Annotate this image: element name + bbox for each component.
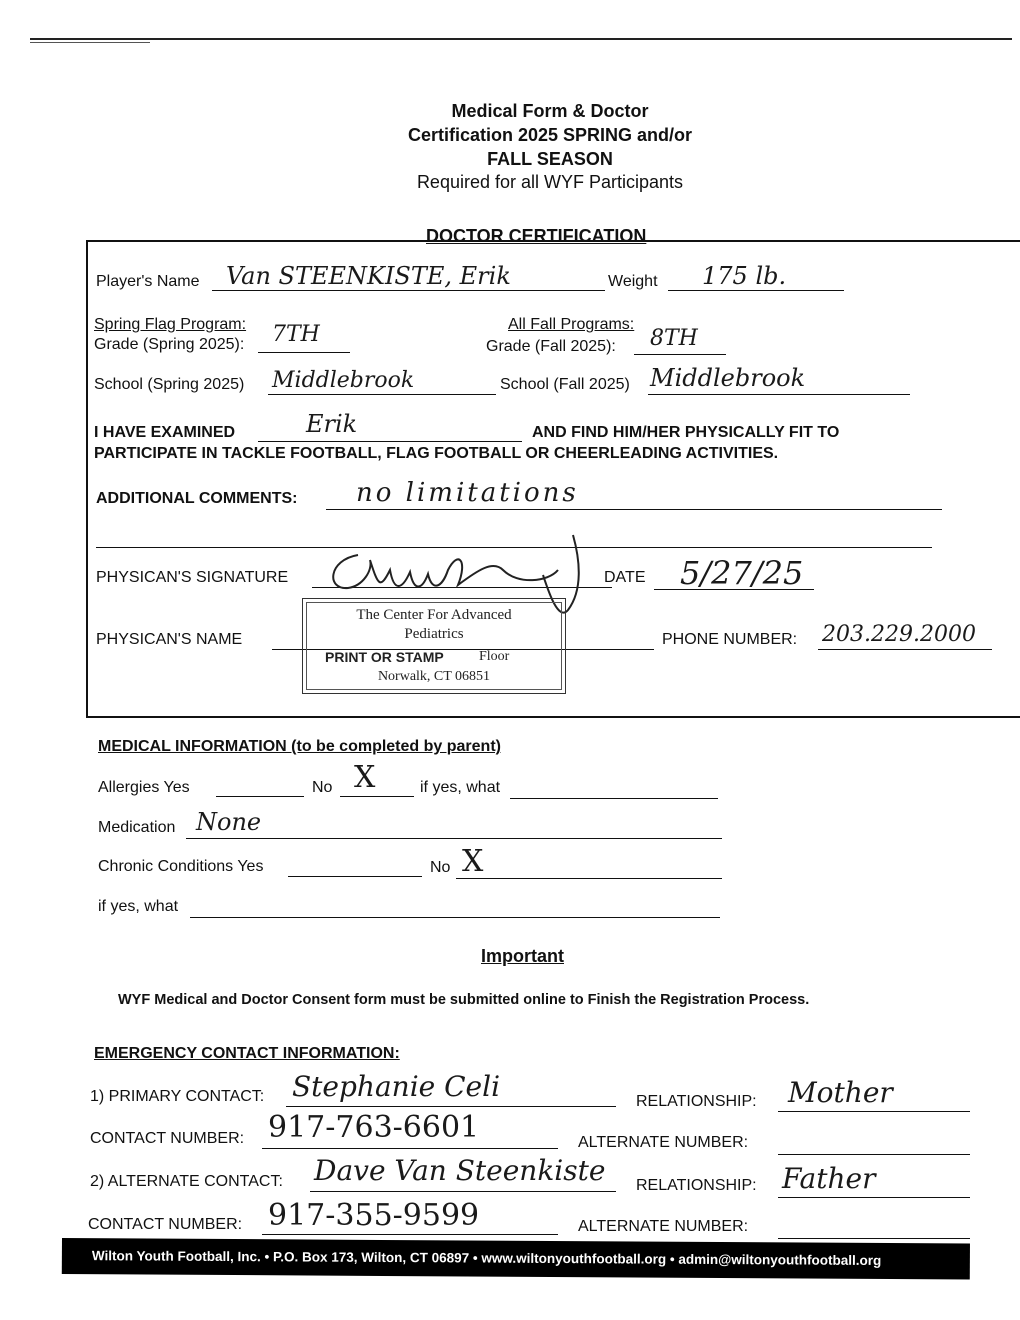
physician-stamp bbox=[302, 598, 566, 694]
primary-relationship-label: RELATIONSHIP: bbox=[636, 1093, 757, 1110]
spring-grade-label: Grade (Spring 2025): bbox=[94, 336, 245, 353]
allergies-yes-field[interactable] bbox=[216, 796, 304, 797]
date-label: DATE bbox=[604, 569, 646, 586]
alternate-number-label: CONTACT NUMBER: bbox=[88, 1216, 243, 1233]
alternate-contact-field[interactable] bbox=[310, 1191, 616, 1192]
chronic-yes-field[interactable] bbox=[288, 876, 422, 877]
players-name-field[interactable] bbox=[212, 290, 605, 291]
alternate-alt-number-field[interactable] bbox=[778, 1238, 970, 1239]
chronic-if-yes-label: if yes, what bbox=[98, 898, 179, 915]
fall-grade-value: 8TH bbox=[650, 326, 698, 351]
form-subtitle: Required for all WYF Participants bbox=[416, 172, 684, 192]
doctor-cert-heading: DOCTOR CERTIFICATION bbox=[426, 226, 647, 246]
date-value: 5/27/25 bbox=[680, 554, 804, 592]
primary-alt-number-label: ALTERNATE NUMBER: bbox=[578, 1134, 749, 1151]
chronic-no-label: No bbox=[430, 859, 451, 876]
stamp-line1: The Center For Advanced bbox=[356, 607, 512, 623]
print-or-stamp-label: PRINT OR STAMP bbox=[325, 649, 444, 665]
spring-grade-field[interactable] bbox=[258, 352, 350, 353]
school-fall-label: School (Fall 2025) bbox=[500, 376, 630, 393]
allergies-label: Allergies Yes bbox=[98, 779, 190, 796]
school-spring-value: Middlebrook bbox=[272, 368, 415, 393]
medication-value: None bbox=[196, 808, 262, 836]
primary-number-field[interactable] bbox=[262, 1148, 558, 1149]
players-name-value: Van STEENKISTE, Erik bbox=[226, 262, 511, 290]
fall-program-label: All Fall Programs: bbox=[508, 316, 635, 333]
form-title-line1: Medical Form & Doctor bbox=[451, 101, 649, 121]
examined-value: Erik bbox=[306, 410, 358, 438]
stamp-line4: Norwalk, CT 06851 bbox=[377, 669, 491, 684]
primary-contact-value: Stephanie Celi bbox=[292, 1070, 501, 1103]
alternate-relationship-value: Father bbox=[782, 1162, 876, 1195]
examined-label: I HAVE EXAMINED bbox=[94, 424, 236, 441]
top-rule-short bbox=[30, 42, 150, 43]
fall-grade-field[interactable] bbox=[634, 354, 726, 355]
phone-value: 203.229.2000 bbox=[822, 622, 976, 647]
chronic-no-mark: X bbox=[462, 844, 484, 879]
medication-field[interactable] bbox=[186, 838, 722, 839]
stamp-line3: Floor bbox=[479, 649, 510, 664]
chronic-label: Chronic Conditions Yes bbox=[98, 858, 264, 875]
primary-contact-field[interactable] bbox=[286, 1106, 616, 1107]
school-spring-label: School (Spring 2025) bbox=[94, 376, 245, 393]
alternate-relationship-field[interactable] bbox=[778, 1197, 970, 1198]
footer-bar bbox=[62, 1238, 970, 1280]
allergies-if-yes-label: if yes, what bbox=[420, 779, 501, 796]
school-spring-field[interactable] bbox=[268, 394, 496, 395]
chronic-no-field[interactable] bbox=[456, 878, 722, 879]
weight-label: Weight bbox=[608, 273, 658, 290]
examined-suffix: AND FIND HIM/HER PHYSICALLY FIT TO bbox=[532, 424, 840, 441]
form-title-line2: Certification 2025 SPRING and/or bbox=[407, 125, 693, 145]
medication-label: Medication bbox=[98, 819, 176, 836]
allergies-no-field[interactable] bbox=[340, 796, 414, 797]
weight-value: 175 lb. bbox=[702, 262, 787, 290]
stamp-line2: Pediatrics bbox=[404, 626, 464, 642]
phone-label: PHONE NUMBER: bbox=[662, 631, 798, 648]
examined-field[interactable] bbox=[258, 441, 522, 442]
alternate-contact-label: 2) ALTERNATE CONTACT: bbox=[90, 1173, 283, 1190]
top-rule bbox=[30, 38, 1012, 40]
comments-field[interactable] bbox=[326, 509, 942, 510]
physician-name-label: PHYSICAN'S NAME bbox=[96, 631, 243, 648]
form-title-line3: FALL SEASON bbox=[487, 149, 613, 169]
emergency-heading: EMERGENCY CONTACT INFORMATION: bbox=[94, 1045, 400, 1062]
school-fall-value: Middlebrook bbox=[650, 364, 806, 392]
important-heading: Important bbox=[481, 946, 564, 966]
primary-relationship-value: Mother bbox=[788, 1076, 893, 1109]
important-text: WYF Medical and Doctor Consent form must be submitted online to Finish the Registration Process. bbox=[118, 992, 810, 1008]
alternate-number-value: 917-355-9599 bbox=[268, 1198, 480, 1233]
allergies-what-field[interactable] bbox=[510, 798, 718, 799]
alternate-number-field[interactable] bbox=[262, 1234, 558, 1235]
primary-relationship-field[interactable] bbox=[778, 1111, 970, 1112]
primary-number-label: CONTACT NUMBER: bbox=[90, 1130, 245, 1147]
alternate-contact-value: Dave Van Steenkiste bbox=[314, 1154, 606, 1187]
phone-field[interactable] bbox=[818, 649, 992, 650]
footer-text: Wilton Youth Football, Inc. • P.O. Box 173, Wilton, CT 06897 • www.wiltonyouthfootball.org • admin@wiltonyouthfootball.org bbox=[91, 1248, 882, 1269]
medical-info-heading: MEDICAL INFORMATION (to be completed by parent) bbox=[98, 738, 501, 755]
primary-number-value: 917-763-6601 bbox=[268, 1110, 480, 1145]
examined-line2: PARTICIPATE IN TACKLE FOOTBALL, FLAG FOOTBALL OR CHEERLEADING ACTIVITIES. bbox=[94, 445, 779, 462]
comments-value: no limitations bbox=[356, 478, 579, 508]
fall-grade-label: Grade (Fall 2025): bbox=[486, 338, 616, 355]
allergies-no-mark: X bbox=[354, 760, 376, 795]
alternate-relationship-label: RELATIONSHIP: bbox=[636, 1177, 757, 1194]
primary-alt-number-field[interactable] bbox=[778, 1154, 970, 1155]
players-name-label: Player's Name bbox=[96, 273, 200, 290]
weight-field[interactable] bbox=[668, 290, 844, 291]
spring-grade-value: 7TH bbox=[272, 322, 320, 347]
allergies-no-label: No bbox=[312, 779, 333, 796]
comments-label: ADDITIONAL COMMENTS: bbox=[96, 490, 298, 507]
primary-contact-label: 1) PRIMARY CONTACT: bbox=[90, 1088, 265, 1105]
signature-label: PHYSICAN'S SIGNATURE bbox=[96, 569, 289, 586]
alternate-alt-number-label: ALTERNATE NUMBER: bbox=[578, 1218, 749, 1235]
spring-program-label: Spring Flag Program: bbox=[94, 316, 247, 333]
chronic-what-field[interactable] bbox=[190, 917, 720, 918]
school-fall-field[interactable] bbox=[648, 394, 910, 395]
